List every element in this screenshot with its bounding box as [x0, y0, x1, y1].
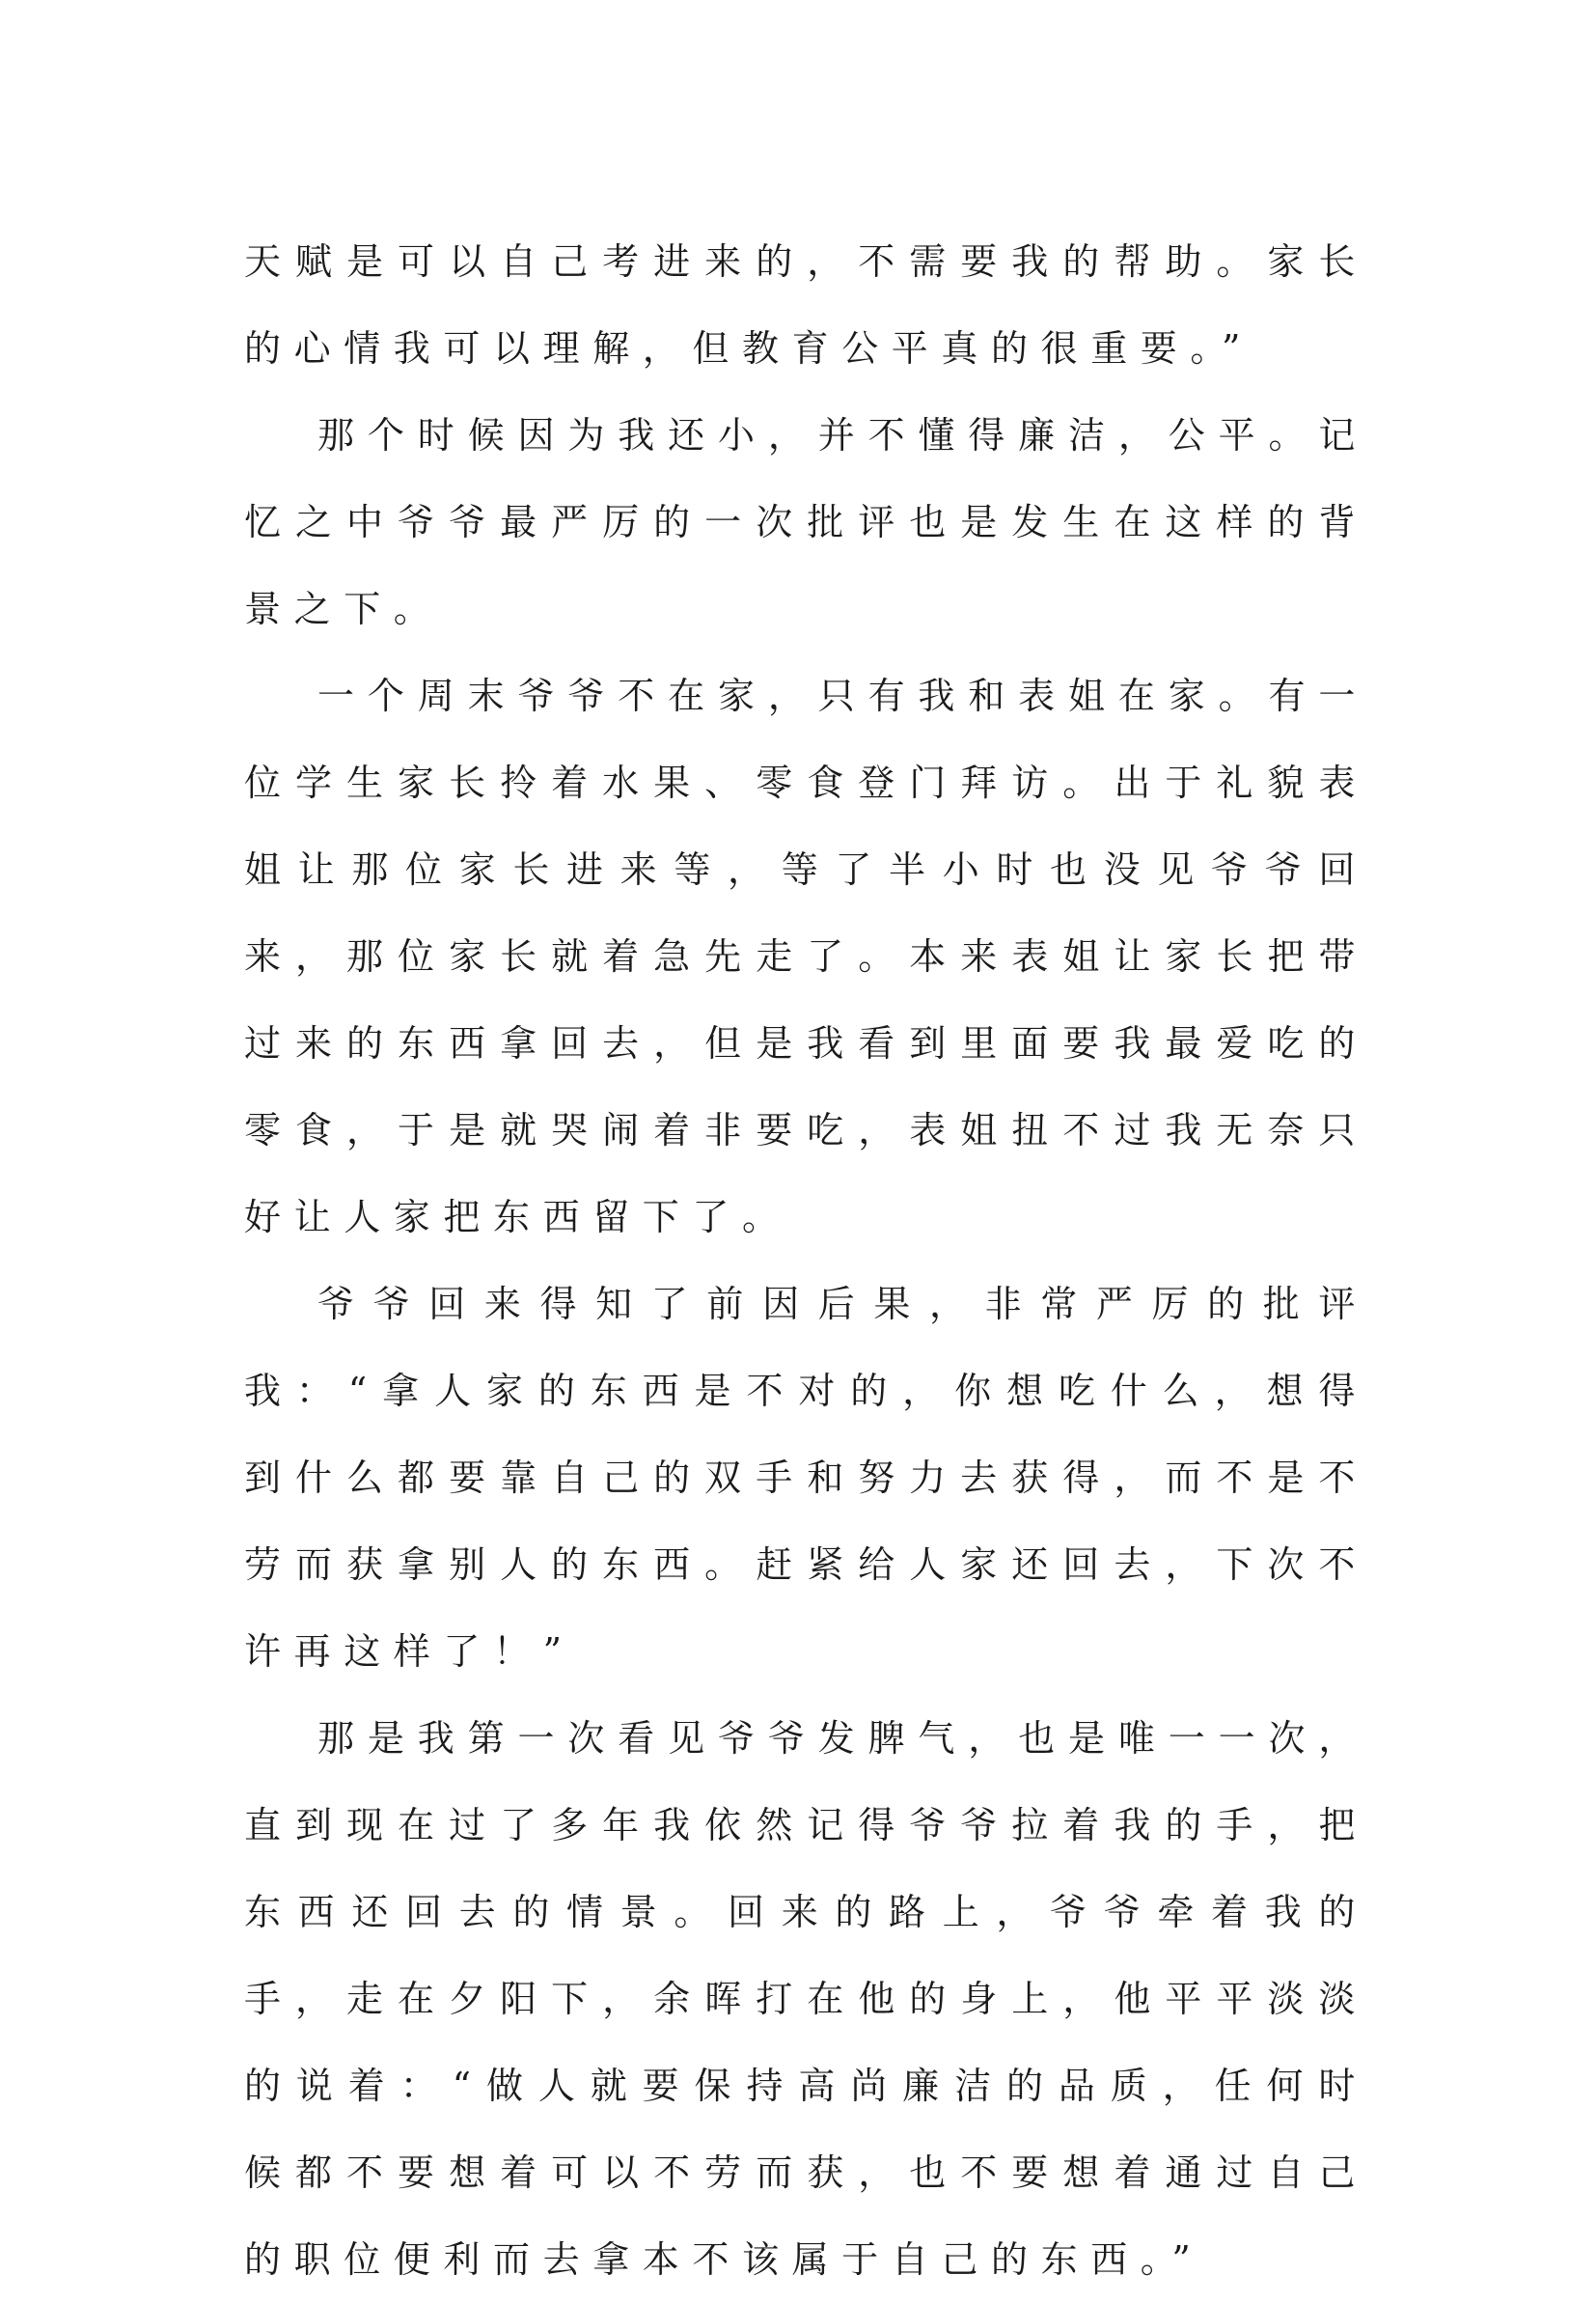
paragraph-5: 那是我第一次看见爷爷发脾气，也是唯一一次，直到现在过了多年我依然记得爷爷拉着我的手，把东西还回去的情景。回来的路上，爷爷牵着我的手，走在夕阳下，余晖打在他的身上，他平平淡淡的说着：“做人就要保持高尚廉洁的品质，任何时候都不要想着可以不劳而获，也不要想着通过自己的职位便利而去拿本不该属于自己的东西。”	[244, 1717, 1368, 2281]
paragraph-2: 那个时候因为我还小，并不懂得廉洁，公平。记忆之中爷爷最严厉的一次批评也是发生在这样的背景之下。	[244, 414, 1368, 630]
paragraph-4: 爷爷回来得知了前因后果，非常严厉的批评我：“拿人家的东西是不对的，你想吃什么，想得到什么都要靠自己的双手和努力去获得，而不是不劳而获拿别人的东西。赶紧给人家还回去，下次不许再这样了！”	[244, 1283, 1368, 1673]
body-text	[244, 218, 1368, 2303]
paragraph-1: 天赋是可以自己考进来的，不需要我的帮助。家长的心情我可以理解，但教育公平真的很重要。”	[244, 240, 1368, 370]
paragraph-3: 一个周末爷爷不在家，只有我和表姐在家。有一位学生家长拎着水果、零食登门拜访。出于礼貌表姐让那位家长进来等，等了半小时也没见爷爷回来，那位家长就着急先走了。本来表姐让家长把带过来的东西拿回去，但是我看到里面要我最爱吃的零食，于是就哭闹着非要吃，表姐扭不过我无奈只好让人家把东西留下了。	[244, 675, 1368, 1238]
